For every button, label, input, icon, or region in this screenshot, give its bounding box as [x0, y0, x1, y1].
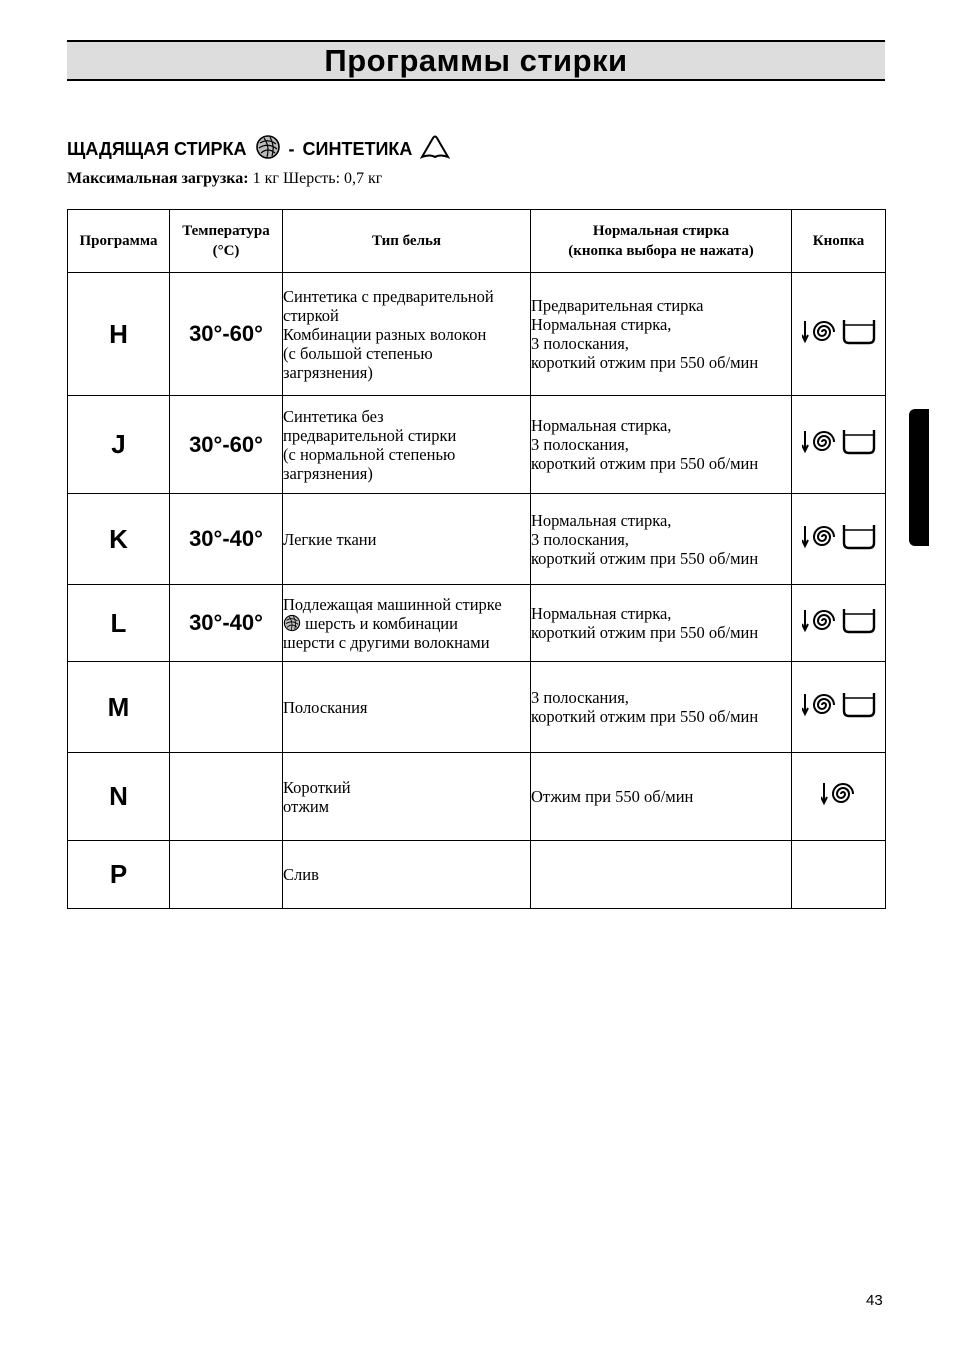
page-title-bar: [67, 40, 885, 81]
normal-wash-line: короткий отжим при 550 об/мин: [531, 548, 759, 568]
temperature: 30°-40°: [170, 585, 283, 662]
table-row: [68, 494, 886, 585]
normal-wash-line: короткий отжим при 550 об/мин: [531, 707, 759, 726]
program-code: J: [68, 396, 170, 494]
normal-wash-line: Нормальная стирка,: [531, 604, 672, 623]
header-program: Программа: [68, 210, 170, 273]
normal-wash: [531, 753, 792, 841]
normal-wash-line: Нормальная стирка,: [531, 315, 672, 334]
button-cell: [792, 273, 886, 396]
fabric-type-line: [283, 614, 530, 633]
header-normal: [531, 210, 792, 273]
header-button: Кнопка: [792, 210, 886, 273]
temperature: [170, 662, 283, 753]
fabric-type-line: (с большой степенью: [283, 343, 433, 363]
table-row: [68, 396, 886, 494]
tub-icon: [842, 524, 876, 550]
temperature: 30°-60°: [170, 273, 283, 396]
button-cell: [792, 662, 886, 753]
program-code: N: [68, 753, 170, 841]
normal-wash-line: короткий отжим при 550 об/мин: [531, 353, 759, 372]
normal-wash: [531, 396, 792, 494]
normal-wash: [531, 494, 792, 585]
tub-icon: [842, 692, 876, 718]
max-load-label: Максимальная загрузка:: [67, 170, 249, 187]
page-number: 43: [866, 1292, 883, 1309]
language-tab-marker: [909, 409, 929, 546]
button-cell: [792, 396, 886, 494]
normal-wash-line: короткий отжим при 550 об/мин: [531, 623, 759, 642]
page-title: Программы стирки: [324, 43, 628, 78]
normal-wash-line: Нормальная стирка,: [531, 510, 672, 530]
normal-wash-line: 3 полоскания,: [531, 435, 629, 454]
fabric-type-line: Полоскания: [283, 697, 368, 717]
fabric-type-line: Слив: [283, 865, 319, 884]
iron-triangle-icon: [420, 134, 450, 165]
spin-reduce-icon: [802, 524, 838, 550]
normal-wash-line: Нормальная стирка,: [531, 416, 672, 435]
program-code: M: [68, 662, 170, 753]
tub-icon: [842, 608, 876, 634]
normal-wash-line: 3 полоскания,: [531, 334, 629, 353]
fabric-type-text: шерсть и комбинации: [305, 613, 458, 633]
fabric-type-line: предварительной стирки: [283, 425, 457, 445]
temperature: [170, 753, 283, 841]
normal-wash-line: 3 полоскания,: [531, 529, 629, 549]
max-load: [67, 170, 382, 188]
program-code: P: [68, 841, 170, 909]
fabric-type-line: стиркой: [283, 305, 339, 325]
table-row: [68, 273, 886, 396]
spin-reduce-icon: [821, 781, 857, 807]
normal-wash-line: 3 полоскания,: [531, 688, 629, 707]
fabric-type-line: Легкие ткани: [283, 529, 377, 549]
temperature: 30°-40°: [170, 494, 283, 585]
header-temperature: [170, 210, 283, 273]
spin-reduce-icon: [802, 319, 838, 345]
fabric-type: [283, 753, 531, 841]
table-row: [68, 585, 886, 662]
fabric-type: [283, 585, 531, 662]
button-cell: [792, 841, 886, 909]
normal-wash-line: Предварительная стирка: [531, 296, 704, 315]
wool-ball-icon: [283, 614, 301, 632]
fabric-type-line: отжим: [283, 796, 330, 816]
normal-wash: [531, 662, 792, 753]
table-header-row: [68, 210, 886, 273]
fabric-type: [283, 396, 531, 494]
fabric-type-line: Короткий: [283, 777, 351, 797]
normal-wash: [531, 273, 792, 396]
fabric-type: [283, 494, 531, 585]
table-row: [68, 753, 886, 841]
section-heading-separator: -: [288, 138, 295, 159]
program-code: K: [68, 494, 170, 585]
temperature: [170, 841, 283, 909]
fabric-type-line: загрязнения): [283, 463, 373, 483]
fabric-type-line: Синтетика с предварительной: [283, 286, 494, 306]
button-cell: [792, 753, 886, 841]
header-normal-note: (кнопка выбора не нажата): [568, 243, 754, 259]
fabric-type-line: загрязнения): [283, 362, 373, 382]
programs-table: [67, 209, 886, 909]
section-heading: [67, 134, 458, 164]
program-code: H: [68, 273, 170, 396]
fabric-type-line: (с нормальной степенью: [283, 444, 456, 464]
fabric-type-line: Комбинации разных волокон: [283, 324, 487, 344]
section-heading-gentle: ЩАДЯЩАЯ СТИРКА: [67, 138, 247, 159]
table-row: [68, 662, 886, 753]
button-cell: [792, 585, 886, 662]
tub-icon: [842, 429, 876, 455]
normal-wash: [531, 585, 792, 662]
fabric-type: [283, 662, 531, 753]
section-heading-synthetic: СИНТЕТИКА: [302, 138, 413, 159]
button-cell: [792, 494, 886, 585]
spin-reduce-icon: [802, 692, 838, 718]
normal-wash-line: Отжим при 550 об/мин: [531, 787, 694, 806]
max-load-value: 1 кг Шерсть: 0,7 кг: [252, 170, 383, 187]
header-normal-label: Нормальная стирка: [592, 223, 730, 239]
header-temperature-unit: (°C): [212, 243, 240, 259]
header-type: Тип белья: [283, 210, 531, 273]
tub-icon: [842, 319, 876, 345]
fabric-type: [283, 273, 531, 396]
spin-reduce-icon: [802, 608, 838, 634]
temperature: 30°-60°: [170, 396, 283, 494]
program-code: L: [68, 585, 170, 662]
normal-wash: [531, 841, 792, 909]
wool-ball-icon: [255, 134, 281, 165]
normal-wash-line: короткий отжим при 550 об/мин: [531, 454, 759, 473]
header-temperature-label: Температура: [182, 223, 270, 239]
fabric-type-line: шерсти с другими волокнами: [283, 632, 490, 652]
spin-reduce-icon: [802, 429, 838, 455]
fabric-type: [283, 841, 531, 909]
fabric-type-line: Подлежащая машинной стирке: [283, 594, 502, 614]
table-row: [68, 841, 886, 909]
fabric-type-line: Синтетика без: [283, 406, 384, 426]
